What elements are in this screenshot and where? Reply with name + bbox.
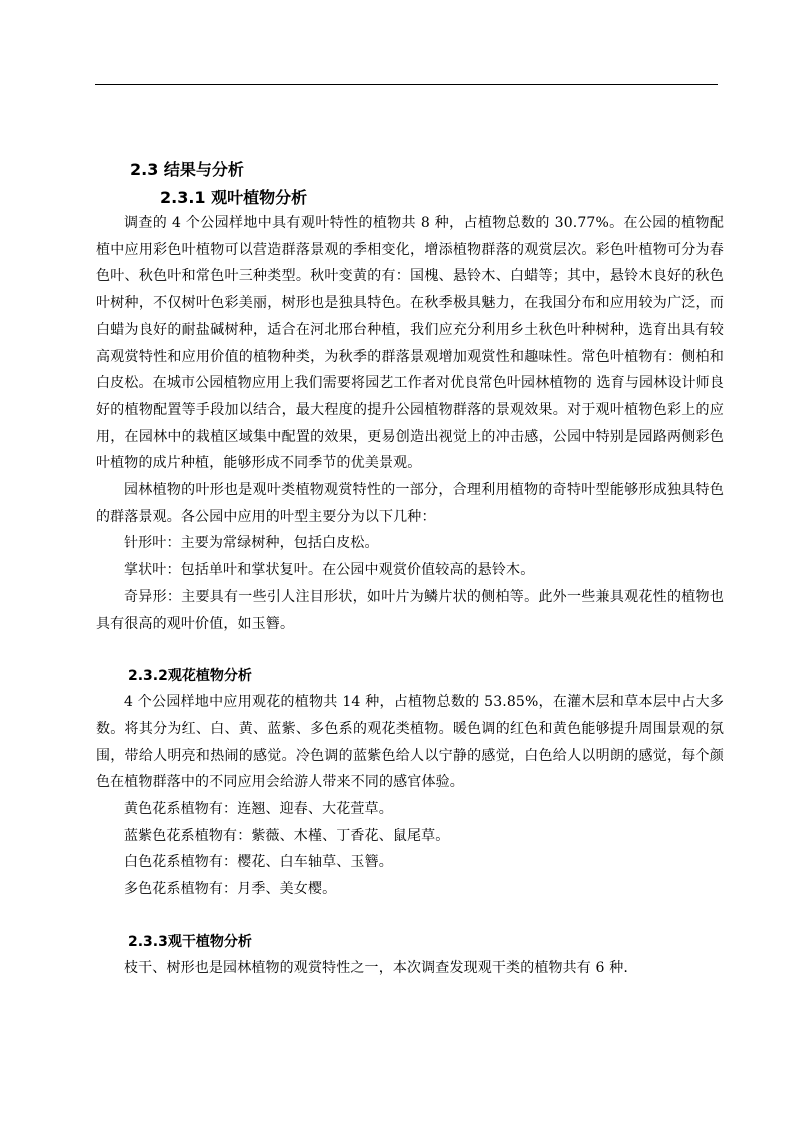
list-item-palmate-leaf: 掌状叶：包括单叶和掌状复叶。在公园中观赏价值较高的悬铃木。 <box>124 562 535 579</box>
document-body <box>96 150 724 982</box>
header-rule <box>95 84 718 85</box>
section-heading: 2.3 结果与分析 <box>130 160 244 179</box>
list-item-needle-leaf: 针形叶：主要为常绿树种，包括白皮松。 <box>124 535 379 552</box>
list-item-multicolor-flowers: 多色花系植物有：月季、美女樱。 <box>124 881 337 898</box>
list-item-odd-leaf: 奇异形：主要具有一些引人注目形状，如叶片为鳞片状的侧柏等。此外一些兼具观花性的植物也具有很高的观叶价值，如玉簪。 <box>96 588 724 632</box>
list-item-white-flowers: 白色花系植物有：樱花、白车轴草、玉簪。 <box>124 854 393 871</box>
paragraph-leaf-shape: 园林植物的叶形也是观叶类植物观赏特性的一部分，合理利用植物的奇特叶型能够形成独具特色的群落景观。各公园中应用的叶型主要分为以下几种： <box>96 482 724 525</box>
list-item-yellow-flowers: 黄色花系植物有：连翘、迎春、大花萱草。 <box>124 801 393 818</box>
list-item-blue-purple-flowers: 蓝紫色花系植物有：紫薇、木槿、丁香花、鼠尾草。 <box>124 827 450 844</box>
section-gap <box>96 637 724 663</box>
paragraph-stem-plants: 枝干、树形也是园林植物的观赏特性之一，本次调查发现观干类的植物共有 6 种. <box>124 959 628 976</box>
subsection-heading-stems: 2.3.3观干植物分析 <box>128 933 252 950</box>
paragraph-flowering-plants: 4 个公园样地中应用观花的植物共 14 种，占植物总数的 53.85%，在灌木层和草本层中占大多数。将其分为红、白、黄、蓝紫、多色系的观花类植物。暖色调的红色和黄色能够提升周围景观的氛围，带给人明亮和热闹的感觉。冷色调的蓝紫色给人以宁静的感觉，白色给人以明朗的感觉，每个颜色在植物群落中的不同应用会给游人带来不同的感官体验。 <box>96 694 724 791</box>
subsection-heading-flowers: 2.3.2观花植物分析 <box>128 668 252 685</box>
paragraph-foliage-color: 调查的 4 个公园样地中具有观叶特性的植物共 8 种，占植物总数的 30.77%。在公园的植物配植中应用彩色叶植物可以营造群落景观的季相变化，增添植物群落的观赏层次。彩色叶植物可分为春色叶、秋色叶和常色叶三种类型。秋叶变黄的有：国槐、悬铃木、白蜡等；其中，悬铃木良好的秋色叶树种，不仅树叶色彩美丽，树形也是独具特色。在秋季极具魅力，在我国分布和应用较为广泛，而白蜡为良好的耐盐碱树种，适合在河北邢台种植，我们应充分利用乡土秋色叶种树种，选育出具有较高观赏特性和应用价值的植物种类，为秋季的群落景观增加观赏性和趣味性。常色叶植物有：侧柏和白皮松。在城市公园植物应用上我们需要将园艺工作者对优良常色叶园林植物的 选育与园林设计师良好的植物配置等手段加以结合，最大程度的提升公园植物群落的景观效果。对于观叶植物色彩上的应用，在园林中的栽植区域集中配置的效果，更易创造出视觉上的冲击感，公园中特别是园路两侧彩色叶植物的成片种植，能够形成不同季节的优美景观。 <box>96 215 724 472</box>
section-gap <box>96 903 724 929</box>
subsection-heading-foliage: 2.3.1 观叶植物分析 <box>160 188 308 207</box>
